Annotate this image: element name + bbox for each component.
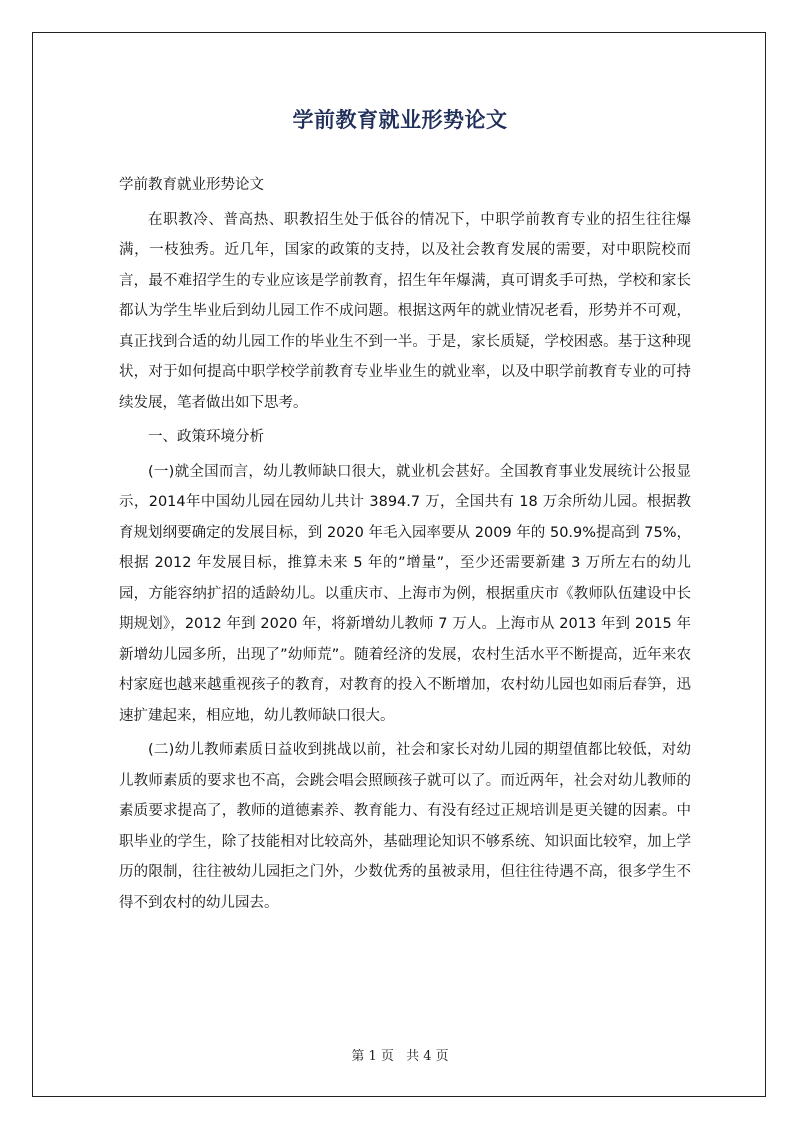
page-footer xyxy=(0,1045,800,1064)
document-body xyxy=(119,170,691,918)
document-subtitle: 学前教育就业形势论文 xyxy=(119,177,264,193)
paragraph-section-2: (二)幼儿教师素质日益收到挑战以前，社会和家长对幼儿园的期望值都比较低，对幼儿教师素质的要求也不高，会跳会唱会照顾孩子就可以了。而近两年，社会对幼儿教师的素质要求提高了，教师的道德素养、教育能力、有没有经过正规培训是更关键的因素。中职毕业的学生，除了技能相对比较高外，基础理论知识不够系统、知识面比较窄，加上学历的限制，往往被幼儿园拒之门外，少数优秀的虽被录用，但往往待遇不高，很多学生不得不到农村的幼儿园去。 xyxy=(119,742,691,911)
paragraph-section-1: (一)就全国而言，幼儿教师缺口很大，就业机会甚好。全国教育事业发展统计公报显示，2014年中国幼儿园在园幼儿共计 3894.7 万，全国共有 18 万余所幼儿园。根据教育规划纲要确定的发展目标，到 2020 年毛入园率要从 2009 年的 50.9%提高到 75%，根据 2012 年发展目标，推算未来 5 年的”增量”，至少还需要新建 3 万所左右的幼儿园，方能容纳扩招的适龄幼儿。以重庆市、上海市为例，根据重庆市《教师队伍建设中长期规划》，2012 年到 2020 年，将新增幼儿教师 7 万人。上海市从 2013 年到 2015 年新增幼儿园多所，出现了”幼师荒”。随着经济的发展，农村生活水平不断提高，近年来农村家庭也越来越重视孩子的教育，对教育的投入不断增加，农村幼儿园也如雨后春笋，迅速扩建起来，相应地，幼儿教师缺口很大。 xyxy=(119,463,691,724)
page-total: 共 4 页 xyxy=(406,1049,449,1064)
page-number: 第 1 页 xyxy=(351,1049,394,1064)
section-heading-policy: 一、政策环境分析 xyxy=(148,429,264,445)
paragraph-intro: 在职教冷、普高热、职教招生处于低谷的情况下，中职学前教育专业的招生往往爆满，一枝独秀。近几年，国家的政策的支持，以及社会教育发展的需要，对中职院校而言，最不难招学生的专业应该是学前教育，招生年年爆满，真可谓炙手可热，学校和家长都认为学生毕业后到幼儿园工作不成问题。根据这两年的就业情况老看，形势并不可观，真正找到合适的幼儿园工作的毕业生不到一半。于是，家长质疑，学校困惑。基于这种现状，对于如何提高中职学校学前教育专业毕业生的就业率，以及中职学前教育专业的可持续发展，笔者做出如下思考。 xyxy=(119,211,691,411)
document-title: 学前教育就业形势论文 xyxy=(292,108,508,132)
